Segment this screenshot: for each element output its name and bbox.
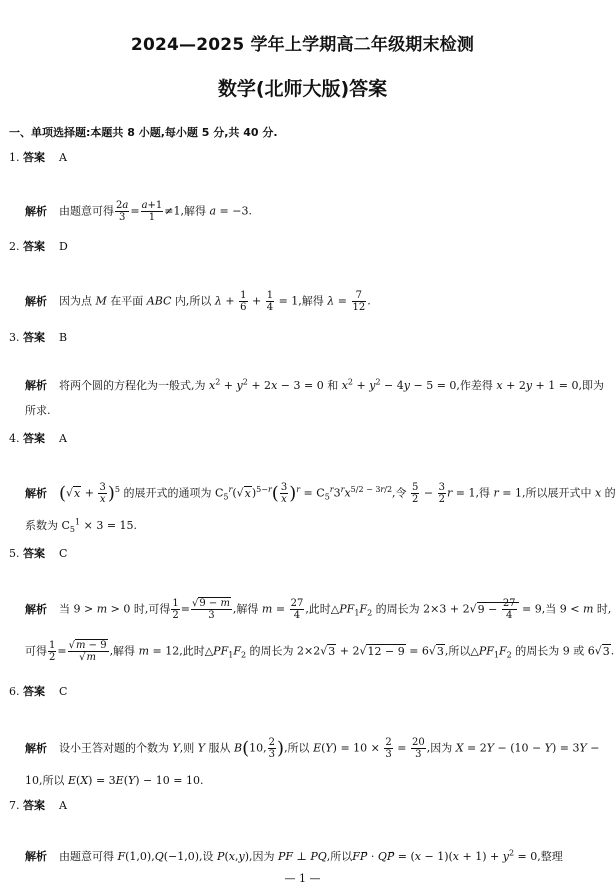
answer-line-1: 1. 答案 A <box>9 151 67 164</box>
answer-line-6: 6. 答案 C <box>9 685 68 698</box>
analysis-2: 解析 因为点 M 在平面 ABC 内,所以 λ + $\frac{1}{6}$ + $\frac{1}{4}$ = 1,解得 λ = $\frac{7}{12}$ . <box>25 290 371 313</box>
answer-line-4: 4. 答案 A <box>9 432 67 445</box>
analysis-7: 解析 由题意可得 F(1,0),Q(−1,0),设 P(x,y),因为 PF ⊥ PQ,所以FP⃗ · QP⃗ = $(x - 1)(x + 1) + y^2 = 0$,整理 <box>25 848 563 863</box>
analysis-3-cont: 所求. <box>25 404 51 417</box>
section-heading: 一、单项选择题:本题共 8 小题,每小题 5 分,共 40 分. <box>9 126 278 139</box>
analysis-5: 解析 当 9 > m > 0 时,可得 $\frac{1}{2}$ = $\frac{√9 - m}{3}$ ,解得 m = $\frac{27}{4}$ ,此时$\triangle PF_1F_2$ 的周长为 2×3 + 2√9 − $\frac{27}{4}$ = 9,当 9 < m 时, <box>25 598 612 621</box>
analysis-6-cont: 10,所以 E(X) = 3E(Y) − 10 = 10. <box>25 774 204 787</box>
answer-line-2: 2. 答案 D <box>9 240 68 253</box>
page-title: 2024—2025 学年上学期高二年级期末检测 <box>130 35 475 55</box>
analysis-5-cont: 可得 $\frac{1}{2}$ = $\frac{√m - 9}{√m}$ ,解得 m = 12,此时$\triangle PF_1F_2$ 的周长为 2×2√3 + 2√12 − 9 = 6√3,所以$\triangle PF_1F_2$ 的周长为 9 或 6√3. <box>25 640 615 663</box>
answer-line-7: 7. 答案 A <box>9 799 67 812</box>
page-number: — 1 — <box>284 872 321 885</box>
analysis-1: 解析 由题意可得 $\frac{2a}{3}$ = $\frac{a+1}{1}$ ≠1,解得 a = −3. <box>25 200 252 223</box>
answer-line-5: 5. 答案 C <box>9 547 68 560</box>
answer-line-3: 3. 答案 B <box>9 331 68 344</box>
analysis-6: 解析 设小王答对题的个数为 Y,则 Y 服从 B(10, $\frac{2}{3}$ ),所以 E(Y) = 10 × $\frac{2}{3}$ = $\frac{20}{3}$ ,因为 X = 2Y − (10 − Y) = 3Y − <box>25 737 600 760</box>
analysis-4-cont: 系数为 $C_5^1 \times 3 = 15$. <box>25 517 138 535</box>
analysis-3: 解析 将两个圆的方程化为一般式,为 $x^2 + y^2 + 2x - 3 = 0$ 和 $x^2 + y^2 - 4y - 5 = 0$,作差得 x + 2y + 1 = 0,即为 <box>25 377 604 392</box>
page-subtitle: 数学(北师大版)答案 <box>217 78 388 100</box>
analysis-4: 解析 (√x + $\frac{3}{x}$ )$^5$ 的展开式的通项为 $C_5^r(√x)^{5-r}$( $\frac{3}{x}$ )$^r = C_5^r3^rx^{5/2 - 3r/2}$,令 $\frac{5}{2}$ − $\frac{3}{2}$ r = 1,得 r = 1,所以展开式中 x 的 <box>25 482 616 505</box>
